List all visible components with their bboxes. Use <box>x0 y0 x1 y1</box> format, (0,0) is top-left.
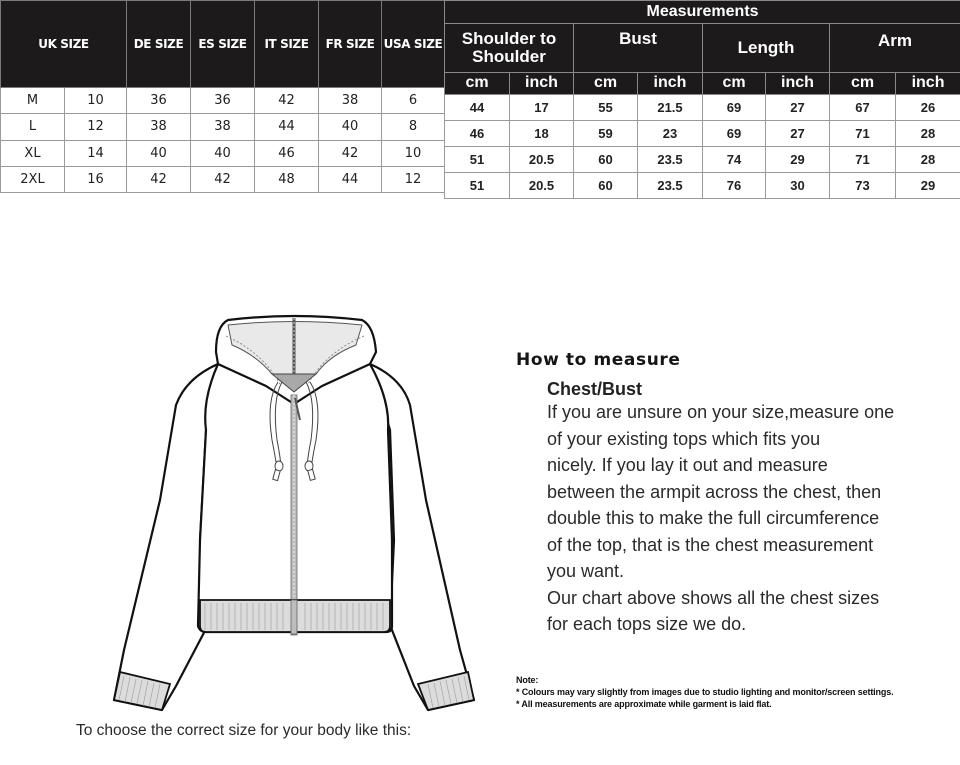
table-row <box>445 173 960 199</box>
bust-header: Bust <box>574 24 703 73</box>
table-row <box>1 88 445 114</box>
uk-letter-cell: XL <box>1 140 65 166</box>
de-cell: 38 <box>127 114 191 140</box>
de-cell: 42 <box>127 166 191 192</box>
uk-letter-cell: M <box>1 88 65 114</box>
shoulder-inch-cell: 20.5 <box>510 173 574 199</box>
shoulder-header-line-1: Shoulder to <box>461 29 557 49</box>
arm-inch-cell: 26 <box>896 95 960 121</box>
unit-row <box>445 73 960 95</box>
instruction-line: you want. <box>547 561 625 581</box>
shoulder-inch-header: inch <box>510 73 574 95</box>
how-to-measure-instructions <box>547 399 947 638</box>
es-size-header: ES SIZE <box>191 1 255 88</box>
es-cell: 36 <box>191 88 255 114</box>
bust-inch-cell: 21.5 <box>638 95 703 121</box>
shoulder-inch-cell: 20.5 <box>510 147 574 173</box>
shoulder-inch-cell: 18 <box>510 121 574 147</box>
uk-size-header: UK SIZE <box>1 1 127 88</box>
zip-hoodie-sketch-icon <box>108 312 480 717</box>
arm-cm-header: cm <box>830 73 896 95</box>
measurement-group-row <box>445 24 960 73</box>
arm-inch-cell: 28 <box>896 121 960 147</box>
it-cell: 48 <box>255 166 319 192</box>
usa-cell: 12 <box>382 166 445 192</box>
uk-letter-cell: L <box>1 114 65 140</box>
length-inch-cell: 29 <box>766 147 830 173</box>
shoulder-to-shoulder-header <box>445 24 574 73</box>
arm-cm-cell: 73 <box>830 173 896 199</box>
table-row <box>445 121 960 147</box>
instruction-line: of your existing tops which fits you <box>547 428 821 449</box>
shoulder-cm-cell: 46 <box>445 121 510 147</box>
fr-cell: 44 <box>319 166 382 192</box>
it-cell: 46 <box>255 140 319 166</box>
arm-cm-cell: 71 <box>830 121 896 147</box>
bust-cm-cell: 60 <box>574 147 638 173</box>
it-cell: 42 <box>255 88 319 114</box>
uk-number-cell: 12 <box>65 114 127 140</box>
table-row <box>1 166 445 192</box>
length-inch-cell: 27 <box>766 95 830 121</box>
size-header-row <box>1 1 445 88</box>
disclaimer-note <box>516 674 893 710</box>
usa-cell: 8 <box>382 114 445 140</box>
bust-cm-cell: 60 <box>574 173 638 199</box>
bust-inch-cell: 23 <box>638 121 703 147</box>
usa-size-header: USA SIZE <box>382 1 445 88</box>
fr-cell: 40 <box>319 114 382 140</box>
size-conversion-table <box>0 0 445 193</box>
instruction-line: nicely. If you lay it out and measure <box>547 455 828 475</box>
size-guide-caption: To choose the correct size for your body like this: <box>76 722 412 739</box>
arm-header: Arm <box>830 24 960 73</box>
instruction-line: between the armpit across the chest, then <box>547 481 882 502</box>
table-row <box>1 114 445 140</box>
fr-cell: 38 <box>319 88 382 114</box>
arm-cm-cell: 67 <box>830 95 896 121</box>
length-inch-cell: 27 <box>766 121 830 147</box>
shoulder-cm-cell: 44 <box>445 95 510 121</box>
es-cell: 38 <box>191 114 255 140</box>
arm-inch-cell: 28 <box>896 147 960 173</box>
shoulder-inch-cell: 17 <box>510 95 574 121</box>
length-cm-cell: 69 <box>703 121 766 147</box>
uk-number-cell: 16 <box>65 166 127 192</box>
how-to-measure-title: How to measure <box>516 350 681 370</box>
fr-size-header: FR SIZE <box>319 1 382 88</box>
table-row <box>445 95 960 121</box>
table-row <box>1 140 445 166</box>
uk-number-cell: 14 <box>65 140 127 166</box>
bust-inch-header: inch <box>638 73 703 95</box>
measurements-table <box>444 0 960 199</box>
instruction-line: double this to make the full circumference <box>547 508 880 528</box>
instruction-line: If you are unsure on your size,measure one <box>547 402 895 422</box>
arm-cm-cell: 71 <box>830 147 896 173</box>
it-cell: 44 <box>255 114 319 140</box>
bust-cm-cell: 55 <box>574 95 638 121</box>
length-cm-header: cm <box>703 73 766 95</box>
note-item: * All measurements are approximate while garment is laid flat. <box>516 699 772 709</box>
usa-cell: 6 <box>382 88 445 114</box>
note-item: * Colours may vary slightly from images due to studio lighting and monitor/screen settings. <box>516 687 894 697</box>
length-cm-cell: 74 <box>703 147 766 173</box>
measurements-title-row <box>445 1 960 24</box>
it-size-header: IT SIZE <box>255 1 319 88</box>
instruction-line: of the top, that is the chest measurement <box>547 534 874 555</box>
note-label: Note: <box>516 675 539 685</box>
shoulder-header-line-2: Shoulder <box>472 47 546 66</box>
bust-cm-header: cm <box>574 73 638 95</box>
chest-bust-subtitle: Chest/Bust <box>547 379 643 399</box>
length-header: Length <box>703 24 830 73</box>
uk-number-cell: 10 <box>65 88 127 114</box>
bust-inch-cell: 23.5 <box>638 147 703 173</box>
length-inch-header: inch <box>766 73 830 95</box>
shoulder-cm-cell: 51 <box>445 147 510 173</box>
table-row <box>445 147 960 173</box>
length-inch-cell: 30 <box>766 173 830 199</box>
instruction-line: for each tops size we do. <box>547 614 747 634</box>
es-cell: 40 <box>191 140 255 166</box>
instruction-line: Our chart above shows all the chest sizes <box>547 587 880 608</box>
es-cell: 42 <box>191 166 255 192</box>
bust-inch-cell: 23.5 <box>638 173 703 199</box>
shoulder-cm-cell: 51 <box>445 173 510 199</box>
arm-inch-cell: 29 <box>896 173 960 199</box>
length-cm-cell: 69 <box>703 95 766 121</box>
usa-cell: 10 <box>382 140 445 166</box>
de-cell: 40 <box>127 140 191 166</box>
arm-inch-header: inch <box>896 73 960 95</box>
length-cm-cell: 76 <box>703 173 766 199</box>
de-size-header: DE SIZE <box>127 1 191 88</box>
shoulder-cm-header: cm <box>445 73 510 95</box>
measurements-header: Measurements <box>445 1 960 24</box>
bust-cm-cell: 59 <box>574 121 638 147</box>
fr-cell: 42 <box>319 140 382 166</box>
de-cell: 36 <box>127 88 191 114</box>
uk-letter-cell: 2XL <box>1 166 65 192</box>
